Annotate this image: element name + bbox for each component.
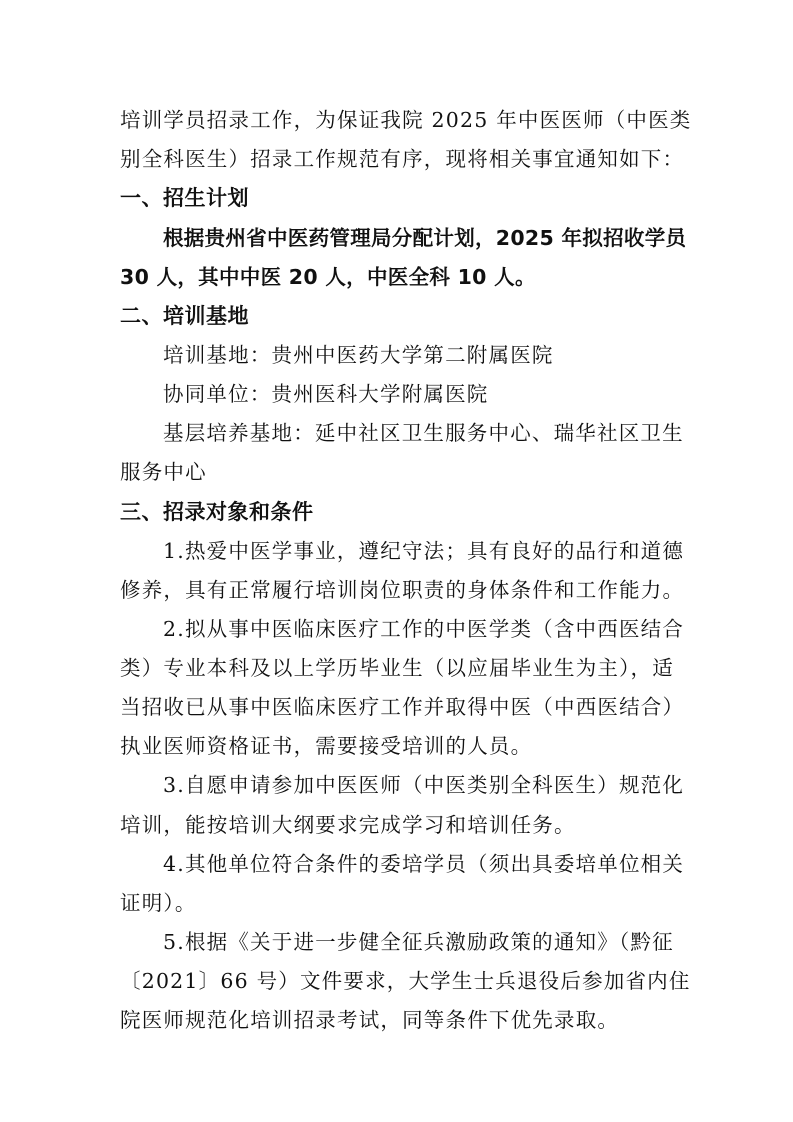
eligibility-line-1: 1.热爱中医学事业，遵纪守法；具有良好的品行和道德 [163, 539, 685, 563]
eligibility-line-10: 证明）。 [120, 891, 197, 915]
eligibility-line-13: 院医师规范化培训招录考试，同等条件下优先录取。 [120, 1008, 620, 1032]
intro-line-2: 别全科医生）招录工作规范有序，现将相关事宜通知如下： [120, 147, 685, 171]
enrollment-plan-line-1: 根据贵州省中医药管理局分配计划，2025 年拟招收学员 [163, 226, 687, 250]
section-heading-eligibility: 三、招录对象和条件 [120, 500, 314, 524]
eligibility-line-2: 修养，具有正常履行培训岗位职责的身体条件和工作能力。 [120, 578, 685, 602]
section-heading-enrollment-plan: 一、招生计划 [120, 186, 249, 210]
eligibility-line-9: 4.其他单位符合条件的委培学员（须出具委培单位相关 [163, 852, 685, 876]
intro-line-1: 培训学员招录工作，为保证我院 2025 年中医医师（中医类 [120, 108, 692, 132]
eligibility-line-11: 5.根据《关于进一步健全征兵激励政策的通知》（黔征 [163, 930, 674, 954]
eligibility-line-12: 〔2021〕66 号）文件要求，大学生士兵退役后参加省内住 [120, 969, 691, 993]
eligibility-line-7: 3.自愿申请参加中医医师（中医类别全科医生）规范化 [163, 773, 685, 797]
training-base-line-2: 协同单位：贵州医科大学附属医院 [163, 382, 489, 406]
eligibility-line-3: 2.拟从事中医临床医疗工作的中医学类（含中西医结合 [163, 617, 685, 641]
eligibility-line-4: 类）专业本科及以上学历毕业生（以应届毕业生为主），适 [120, 656, 674, 680]
section-heading-training-base: 二、培训基地 [120, 304, 249, 328]
eligibility-line-8: 培训，能按培训大纲要求完成学习和培训任务。 [120, 813, 576, 837]
enrollment-plan-line-2: 30 人，其中中医 20 人，中医全科 10 人。 [120, 265, 536, 289]
training-base-line-3: 基层培养基地：延中社区卫生服务中心、瑞华社区卫生 [163, 421, 684, 445]
training-base-line-4: 服务中心 [120, 460, 207, 484]
eligibility-line-5: 当招收已从事中医临床医疗工作并取得中医（中西医结合） [120, 695, 685, 719]
eligibility-line-6: 执业医师资格证书，需要接受培训的人员。 [120, 734, 533, 758]
training-base-line-1: 培训基地：贵州中医药大学第二附属医院 [163, 343, 554, 367]
